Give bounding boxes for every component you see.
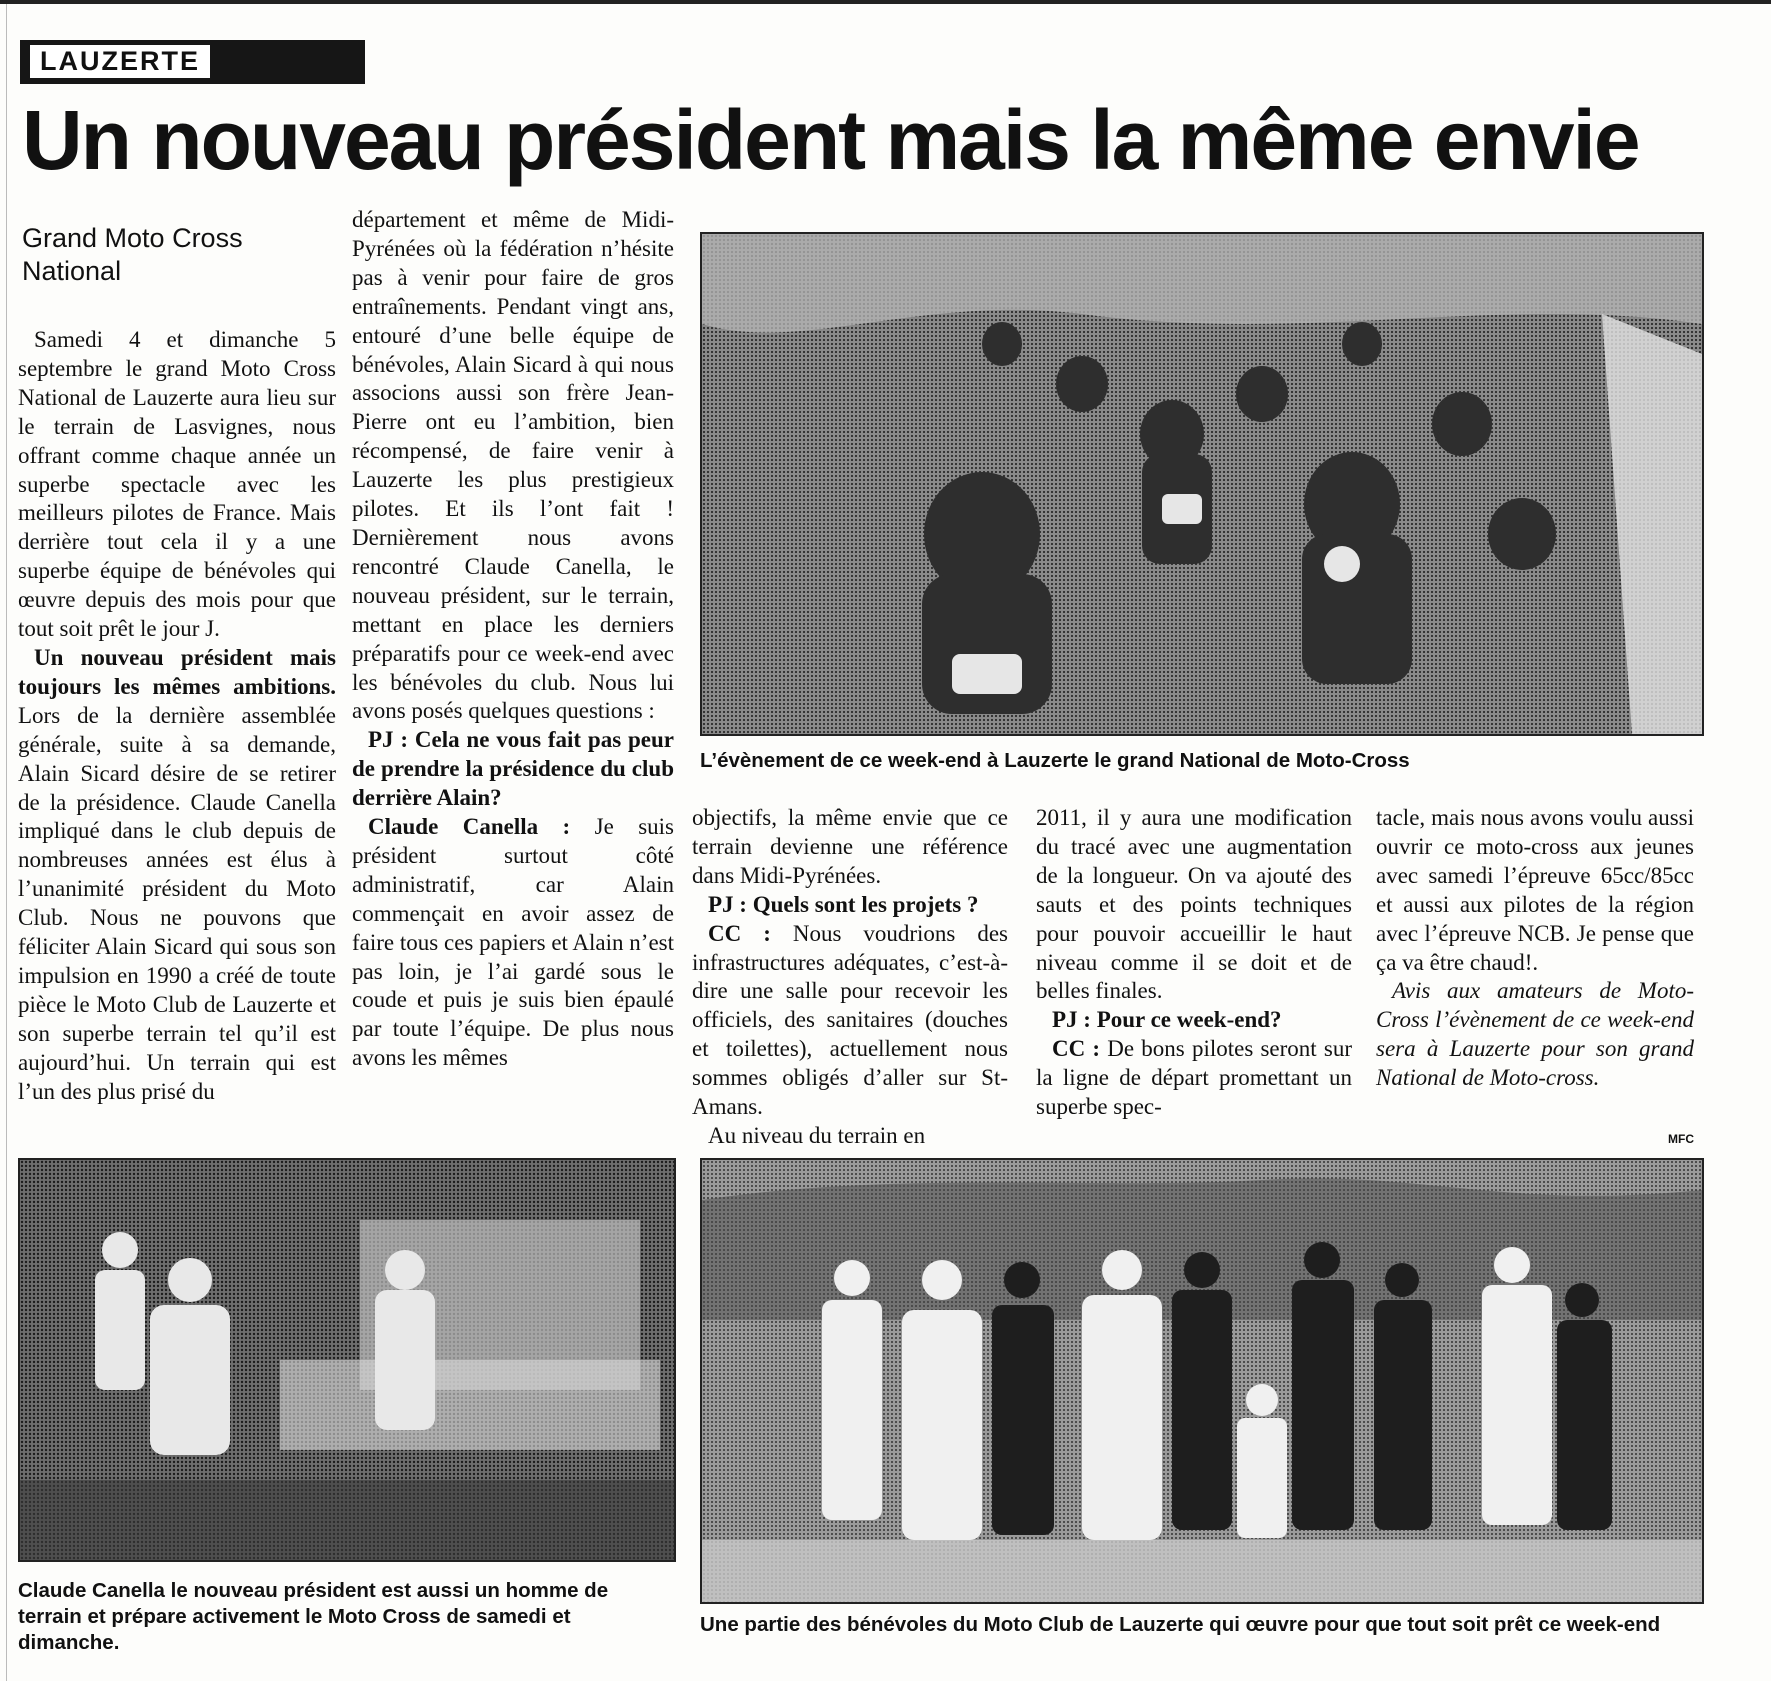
page-edge bbox=[6, 4, 7, 1681]
top-rule bbox=[0, 0, 1771, 4]
question: PJ : Cela ne vous fait pas peur de prendre la présidence du club derrière Alain? bbox=[352, 727, 674, 811]
answer-lead: CC : bbox=[708, 920, 771, 946]
subhead-lead: Un nouveau président mais toujours les mêmes ambitions. bbox=[18, 644, 336, 699]
race-image bbox=[702, 234, 1702, 734]
section-banner bbox=[20, 40, 365, 84]
race-photo bbox=[700, 232, 1704, 736]
author-signature: MFC bbox=[1668, 1132, 1694, 1146]
president-photo bbox=[18, 1158, 676, 1562]
volunteers-image bbox=[702, 1160, 1702, 1602]
president-caption: Claude Canella le nouveau président est aussi un homme de terrain et prépare activement le Moto Cross de samedi et dimanche. bbox=[18, 1579, 609, 1654]
question: PJ : Pour ce week-end? bbox=[1052, 1007, 1282, 1033]
column-4 bbox=[1036, 804, 1352, 1122]
body-text: objectifs, la même envie que ce terrain devienne une référence dans Midi-Pyrénées. bbox=[692, 805, 1008, 888]
answer-lead: CC : bbox=[1052, 1036, 1101, 1062]
intro-paragraph: Samedi 4 et dimanche 5 septembre le grand Moto Cross National de Lauzerte aura lieu sur le terrain de Lasvignes, nous offrant comme chaque année un superbe spectacle avec les meilleurs pilotes de France. Mais derrière tout cela il y a une superbe équipe de bénévoles qui œuvre depuis des mois pour que tout soit prêt le jour J. bbox=[18, 327, 336, 642]
section-label: LAUZERTE bbox=[30, 45, 210, 78]
column-3 bbox=[692, 804, 1008, 1151]
kicker: Grand Moto Cross National bbox=[22, 223, 243, 286]
body-text: Au niveau du terrain en bbox=[708, 1122, 926, 1148]
column-2 bbox=[352, 206, 674, 1073]
question: PJ : Quels sont les projets ? bbox=[708, 891, 979, 917]
closing-note: Avis aux amateurs de Moto-Cross l’évènement de ce week-end sera à Lauzerte pour son grand National de Moto-cross. bbox=[1376, 978, 1694, 1091]
president-image bbox=[20, 1160, 674, 1560]
column-5 bbox=[1376, 804, 1694, 1093]
body-text: 2011, il y aura une modification du tracé avec une augmentation de la longueur. On va ajouté des sauts et des points techniques pour pouvoir accueillir le haut niveau comme il se doit et de belles finales. bbox=[1036, 805, 1352, 1004]
column-1 bbox=[18, 326, 336, 1106]
body-text: tacle, mais nous avons voulu aussi ouvrir ce moto-cross aux jeunes avec samedi l’épreuve 65cc/85cc et aussi aux pilotes de la région avec l’épreuve NCB. Je pense que ça va être chaud!. bbox=[1376, 805, 1694, 975]
race-caption: L’évènement de ce week-end à Lauzerte le grand National de Moto-Cross bbox=[700, 749, 1410, 772]
answer-lead: Claude Canella : bbox=[368, 814, 571, 840]
body-text: département et même de Midi-Pyrénées où la fédération n’hésite pas à venir pour faire de gros entraînements. Pendant vingt ans, entouré d’une belle équipe de bénévoles, Alain Sicard à qui nous associons aussi son frère Jean-Pierre ont eu l’ambition, bien récompensé, de faire venir à Lauzerte les plus prestigieux pilotes. Et ils l’ont fait ! Dernièrement nous avons rencontré Claude Canella, le nouveau président, sur le terrain, mettant en place les derniers préparatifs pour ce week-end avec les bénévoles du club. Nous lui avons posés quelques questions : bbox=[352, 207, 674, 724]
volunteers-caption: Une partie des bénévoles du Moto Club de Lauzerte qui œuvre pour que tout soit prêt ce week-end bbox=[700, 1613, 1661, 1636]
headline: Un nouveau président mais la même envie bbox=[22, 93, 1639, 187]
answer-text: Je suis président surtout côté administratif, car Alain commençait en avoir assez de faire tous ces papiers et Alain n’est pas loin, je l’ai gardé sous le coude et puis je suis bien épaulé par toute l’équipe. De plus nous avons les mêmes bbox=[352, 814, 675, 1071]
volunteers-photo bbox=[700, 1158, 1704, 1604]
body-text: Lors de la dernière assemblée générale, suite à sa demande, Alain Sicard désire de se retirer de la présidence. Claude Canella impliqué dans le club depuis de nombreuses années est élus à l’unanimité président du Moto Club. Nous ne pouvons que féliciter Alain Sicard qui sous son impulsion en 1990 a créé de toute pièce le Moto Club de Lauzerte et son superbe terrain tel qu’il est aujourd’hui. Un terrain qui est l’un des plus prisé du bbox=[18, 702, 336, 1104]
answer-text: De bons pilotes seront sur la ligne de départ promettant un superbe spec- bbox=[1036, 1036, 1352, 1120]
answer-text: Nous voudrions des infrastructures adéquates, c’est-à-dire une salle pour recevoir les officiels, des sanitaires (douches et toilettes), actuellement nous sommes obligés d’aller sur St-Amans. bbox=[692, 920, 1008, 1120]
